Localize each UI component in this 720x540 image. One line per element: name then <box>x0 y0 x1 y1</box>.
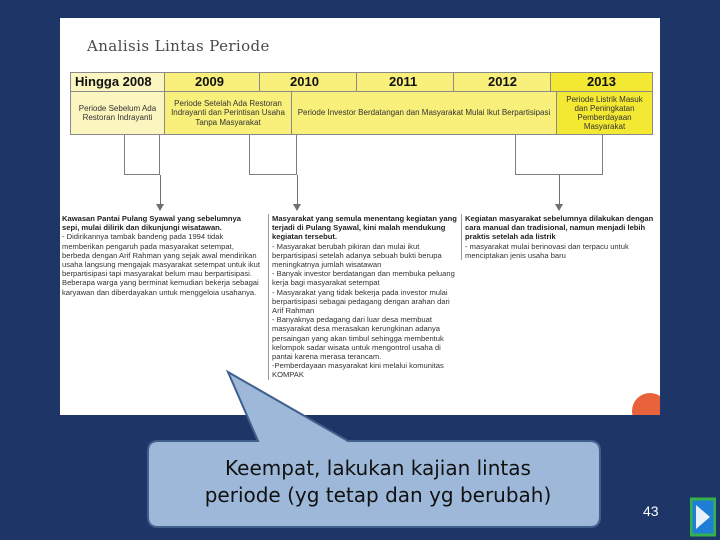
desc-middle-item: - Masyarakat yang tidak bekerja pada investor mulai berpartisipasi sebagai pedagang dengan arahan dari Arif Rahman <box>272 287 450 316</box>
year-2011: 2011 <box>357 73 454 91</box>
callout-text <box>158 455 598 509</box>
callout-line-2: periode (yg tetap dan yg berubah) <box>204 483 552 507</box>
desc-middle-item: - Banyak investor berdatangan dan membuka peluang kerja bagi masyarakat setempat <box>272 269 455 288</box>
desc-middle-lead: Masyarakat yang semula menentang kegiatan yang terjadi di Pulang Syawal, kini malah mendukung kegiatan tersebut. <box>272 214 457 242</box>
year-2013: 2013 <box>551 73 652 91</box>
callout-line-1: Keempat, lakukan kajian lintas <box>225 456 531 480</box>
year-2010: 2010 <box>260 73 357 91</box>
desc-left-item: Beberapa warga yang berminat kemudian bekerja sebagai karyawan dan diberdayakan untuk menggeloia usahanya. <box>62 278 259 297</box>
page-number: 43 <box>643 503 659 519</box>
next-slide-icon[interactable] <box>690 497 716 537</box>
desc-right-item: - masyarakat mulai berinovasi dan terpacu untuk menciptakan jenis usaha baru <box>465 241 629 260</box>
figure-title: Analisis Lintas Periode <box>87 37 270 55</box>
period-after-restaurant: Periode Setelah Ada Restoran Indrayanti dan Perintisan Usaha Tanpa Masyarakat <box>164 91 292 135</box>
year-2009: 2009 <box>165 73 260 91</box>
desc-middle-item: - Masyarakat berubah pikiran dan mulai ikut berpartisipasi setelah adanya sebuah bukti berupa meningkatnya jumlah wisatawan <box>272 241 442 270</box>
year-hingga-2008: Hingga 2008 <box>71 73 165 91</box>
period-electricity: Periode Listrik Masuk dan Peningkatan Pemberdayaan Masyarakat <box>556 91 653 135</box>
desc-left-item: - Didirikannya tambak bandeng pada 1994 tidak memberikan pengaruh pada masyarakat setempat, berbeda dengan Arif Rahman yang sejak awal mendirikan usaha langsung mengajak masyarakat setempat untuk ikut berpartisipasi tapi masyarakat belum mau berpartisipasi. <box>62 232 260 279</box>
desc-right-lead: Kegiatan masyarakat sebelumnya dilakukan dengan cara manual dan tradisional, namun menjadi lebih praktis setelah ada listrik <box>465 214 654 242</box>
desc-left-lead: Kawasan Pantai Pulang Syawal yang sebelumnya sepi, mulai dilirik dan dikunjungi wisatawan. <box>62 214 241 233</box>
period-before-restaurant: Periode Sebelum Ada Restoran Indrayanti <box>70 91 165 135</box>
desc-middle-item: -Pemberdayaan masyarakat kini melalui komunitas KOMPAK <box>272 361 444 380</box>
year-2012: 2012 <box>454 73 551 91</box>
desc-middle-item: - Banyaknya pedagang dari luar desa membuat masyarakat desa merasakan kerungkinan adanya persaingan yang akan timbul sehingga membentuk kelompok sadar wisata untuk mengontrol usaha di pantai karena merasa terancam. <box>272 315 444 362</box>
period-investor: Periode Investor Berdatangan dan Masyarakat Mulai Ikut Berpartisipasi <box>291 91 557 135</box>
